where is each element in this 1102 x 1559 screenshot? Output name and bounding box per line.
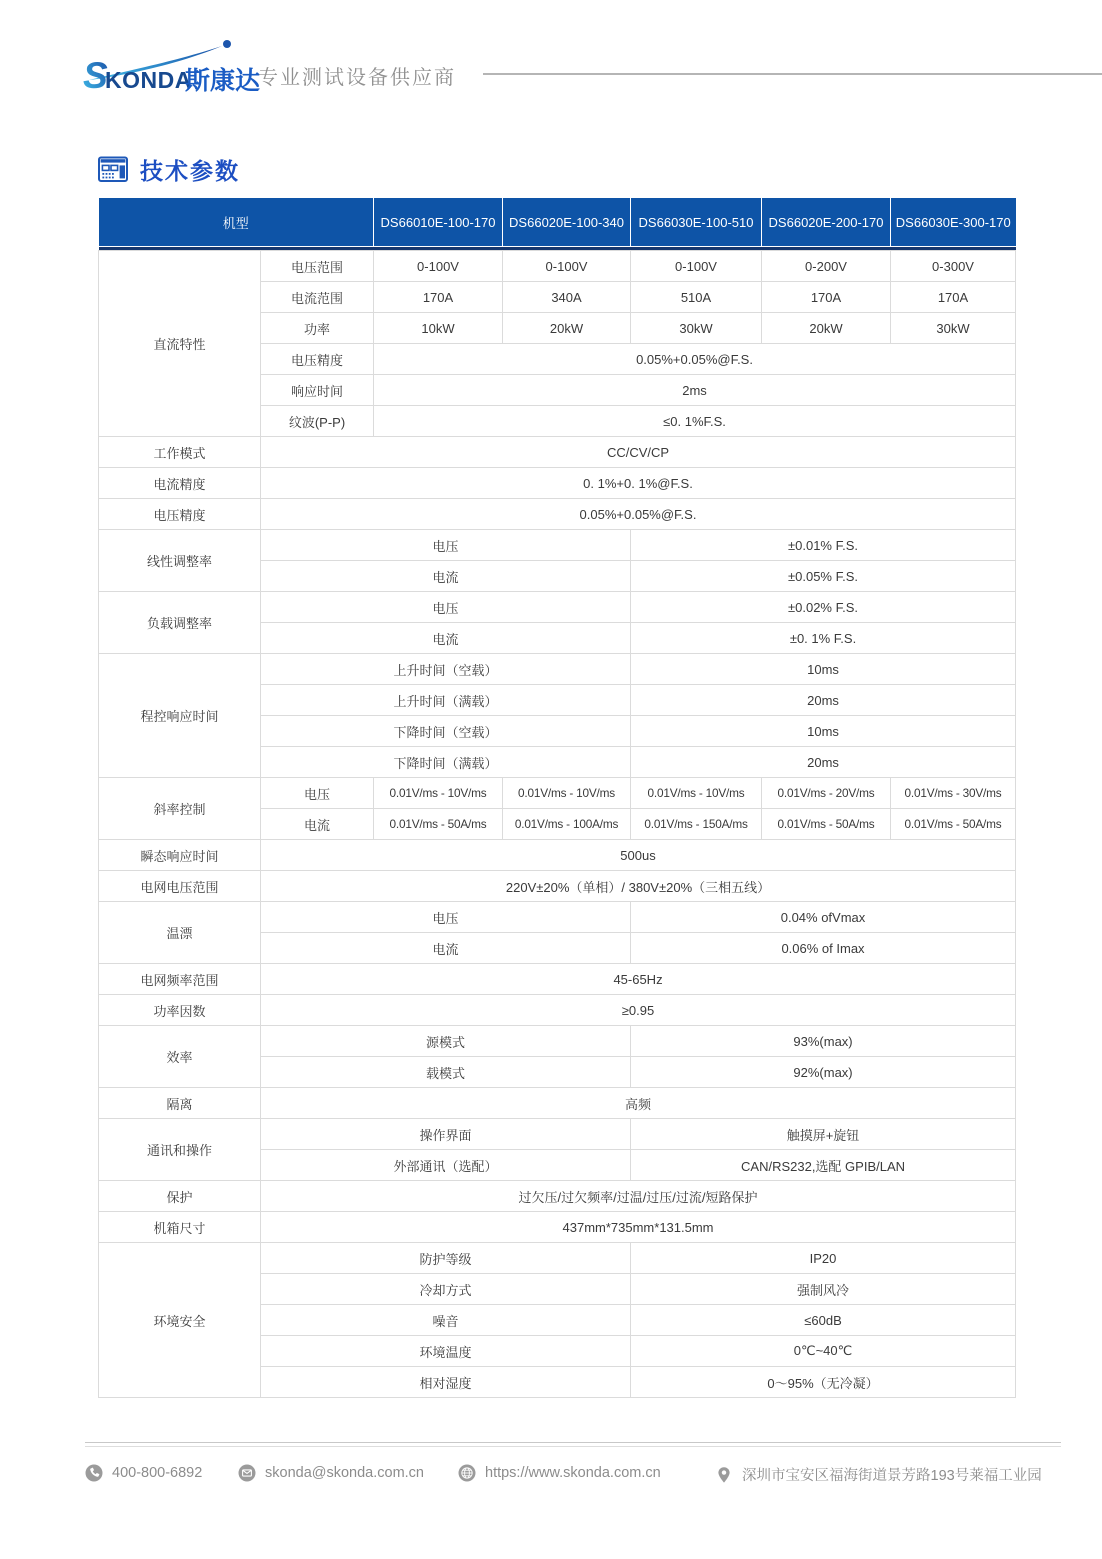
spec-value-cell: 0.05%+0.05%@F.S. [374,344,1016,375]
spec-value-cell: 0.01V/ms - 30V/ms [891,778,1016,809]
spec-label-cell: 电网电压范围 [99,871,261,902]
spec-label-cell: 温漂 [99,902,261,964]
spec-value-cell: 电流 [261,561,631,592]
spec-value-cell: 20kW [762,313,891,344]
spec-row [99,1119,1016,1150]
spec-value-cell: 0-100V [503,251,631,282]
logo-letter-s: S [83,55,108,94]
footer-address [715,1464,1042,1485]
spec-label-cell: 电流范围 [261,282,374,313]
footer-email-text[interactable]: skonda@skonda.com.cn [265,1465,424,1481]
spec-value-cell: ≥0.95 [261,995,1016,1026]
spec-value-cell: 下降时间（空载） [261,716,631,747]
spec-value-cell: 2ms [374,375,1016,406]
spec-value-cell: 170A [762,282,891,313]
spec-row [99,499,1016,530]
spec-label-cell: 瞬态响应时间 [99,840,261,871]
model-header-cell: DS66020E-100-340 [503,198,631,247]
model-header-cell: DS66030E-100-510 [631,198,762,247]
globe-icon [458,1464,476,1482]
spec-label-cell: 机箱尺寸 [99,1212,261,1243]
spec-value-cell: 30kW [891,313,1016,344]
spec-value-cell: 过欠压/过欠频率/过温/过压/过流/短路保护 [261,1181,1016,1212]
spec-value-cell: ±0.01% F.S. [631,530,1016,561]
spec-row [99,995,1016,1026]
spec-label-cell: 效率 [99,1026,261,1088]
spec-value-cell: 220V±20%（单相）/ 380V±20%（三相五线） [261,871,1016,902]
model-header-cell: DS66020E-200-170 [762,198,891,247]
spec-row [99,1026,1016,1057]
spec-value-cell: ±0.05% F.S. [631,561,1016,592]
email-icon [238,1464,256,1482]
spec-value-cell: 0-100V [631,251,762,282]
spec-value-cell: 30kW [631,313,762,344]
spec-value-cell: 0.01V/ms - 100A/ms [503,809,631,840]
spec-label-cell: 负载调整率 [99,592,261,654]
spec-value-cell: 340A [503,282,631,313]
logo-chinese-name: 斯康达 [185,67,261,94]
spec-label-cell: 斜率控制 [99,778,261,840]
spec-row [99,1243,1016,1274]
spec-value-cell: 冷却方式 [261,1274,631,1305]
spec-value-cell: 相对湿度 [261,1367,631,1398]
spec-value-cell: ±0. 1% F.S. [631,623,1016,654]
model-header-cell: DS66030E-300-170 [891,198,1016,247]
spec-label-cell: 电流 [261,809,374,840]
spec-value-cell: 0-300V [891,251,1016,282]
spec-value-cell: 0.01V/ms - 10V/ms [374,778,503,809]
spec-row [99,592,1016,623]
spec-value-cell: 外部通讯（选配） [261,1150,631,1181]
footer-phone-text: 400-800-6892 [112,1465,203,1481]
section-title: 技术参数 [140,158,240,184]
spec-row [99,871,1016,902]
spec-value-cell: 上升时间（满载） [261,685,631,716]
spec-value-cell: 170A [374,282,503,313]
spec-value-cell: 载模式 [261,1057,631,1088]
model-header-cell: DS66010E-100-170 [374,198,503,247]
spec-value-cell: 437mm*735mm*131.5mm [261,1212,1016,1243]
spec-row [99,840,1016,871]
spec-row [99,437,1016,468]
spec-value-cell: 源模式 [261,1026,631,1057]
spec-row [99,251,1016,282]
spec-value-cell: 0℃~40℃ [631,1336,1016,1367]
spec-value-cell: 500us [261,840,1016,871]
spec-label-cell: 电压精度 [99,499,261,530]
logo-dot [223,40,231,48]
spec-value-cell: 0.01V/ms - 10V/ms [631,778,762,809]
spec-label-cell: 功率 [261,313,374,344]
spec-value-cell: 0.06% of Imax [631,933,1016,964]
spec-value-cell: 10ms [631,716,1016,747]
spec-label-cell: 电网频率范围 [99,964,261,995]
spec-value-cell: 0-200V [762,251,891,282]
spec-value-cell: 电流 [261,933,631,964]
spec-value-cell: 上升时间（空载） [261,654,631,685]
spec-value-cell: 10ms [631,654,1016,685]
spec-label-cell: 隔离 [99,1088,261,1119]
spec-row [99,654,1016,685]
footer-email[interactable] [238,1464,424,1482]
spec-label-cell: 环境安全 [99,1243,261,1398]
spec-value-cell: 20ms [631,747,1016,778]
spec-value-cell: 45-65Hz [261,964,1016,995]
spec-value-cell: 环境温度 [261,1336,631,1367]
spec-label-cell: 功率因数 [99,995,261,1026]
spec-value-cell: 0.01V/ms - 50A/ms [891,809,1016,840]
spec-value-cell: 0.01V/ms - 50A/ms [762,809,891,840]
spec-label-cell: 线性调整率 [99,530,261,592]
spec-value-cell: 10kW [374,313,503,344]
section-header [98,153,240,186]
model-column-header: 机型 [99,198,374,247]
spec-value-cell: 电压范围 [261,251,374,282]
spec-value-cell: 0.05%+0.05%@F.S. [261,499,1016,530]
spec-value-cell: 防护等级 [261,1243,631,1274]
spec-value-cell: 电压 [261,778,374,809]
footer-divider-line [85,1442,1061,1447]
spec-label-cell: 电压精度 [261,344,374,375]
spec-label-cell: 纹波(P-P) [261,406,374,437]
spec-label-cell: 保护 [99,1181,261,1212]
spec-row [99,1181,1016,1212]
header-divider-line [483,73,1102,75]
spec-label-cell: 通讯和操作 [99,1119,261,1181]
spec-table [98,198,1016,1398]
spec-label-cell: 直流特性 [99,251,261,437]
spec-row [99,1088,1016,1119]
spec-value-cell: ≤60dB [631,1305,1016,1336]
spec-value-cell: 0.01V/ms - 150A/ms [631,809,762,840]
spec-label-cell: 响应时间 [261,375,374,406]
spec-value-cell: 92%(max) [631,1057,1016,1088]
spec-value-cell: 93%(max) [631,1026,1016,1057]
spec-row [99,1212,1016,1243]
spec-value-cell: 510A [631,282,762,313]
spec-value-cell: 电压 [261,530,631,561]
spec-value-cell: 0.04% ofVmax [631,902,1016,933]
spec-value-cell: 0.01V/ms - 50A/ms [374,809,503,840]
spec-value-cell: CC/CV/CP [261,437,1016,468]
spec-value-cell: 0.01V/ms - 20V/ms [762,778,891,809]
spec-value-cell: 0～95%（无冷凝） [631,1367,1016,1398]
spec-value-cell: 操作界面 [261,1119,631,1150]
spec-value-cell: 电流 [261,623,631,654]
skonda-logo [83,34,265,94]
spec-label-cell: 程控响应时间 [99,654,261,778]
footer-address-text: 深圳市宝安区福海街道景芳路193号莱福工业园 [742,1468,1042,1484]
spec-value-cell: 噪音 [261,1305,631,1336]
spec-value-cell: CAN/RS232,选配 GPIB/LAN [631,1150,1016,1181]
brand-tagline: 专业测试设备供应商 [258,67,456,89]
spec-value-cell: 20kW [503,313,631,344]
spec-table-container [98,198,1015,1398]
spec-value-cell: 触摸屏+旋钮 [631,1119,1016,1150]
spec-row [99,778,1016,809]
logo-letters-konda: KONDA [105,67,192,93]
spec-value-cell: 电压 [261,592,631,623]
spec-label-cell: 电流精度 [99,468,261,499]
spec-value-cell: 下降时间（满载） [261,747,631,778]
footer-website[interactable] [458,1464,661,1482]
spec-value-cell: ≤0. 1%F.S. [374,406,1016,437]
spec-row [99,468,1016,499]
spec-value-cell: ±0.02% F.S. [631,592,1016,623]
spec-row [99,964,1016,995]
spec-value-cell: 强制风冷 [631,1274,1016,1305]
spec-value-cell: 0.01V/ms - 10V/ms [503,778,631,809]
spec-value-cell: IP20 [631,1243,1016,1274]
spec-value-cell: 电压 [261,902,631,933]
spec-value-cell: 20ms [631,685,1016,716]
spec-label-cell: 工作模式 [99,437,261,468]
spec-row [99,530,1016,561]
spec-row [99,902,1016,933]
spec-value-cell: 0. 1%+0. 1%@F.S. [261,468,1016,499]
spec-value-cell: 高频 [261,1088,1016,1119]
footer-website-text[interactable]: https://www.skonda.com.cn [485,1465,661,1481]
footer-phone [85,1464,202,1482]
phone-icon [85,1464,103,1482]
spec-value-cell: 0-100V [374,251,503,282]
location-pin-icon [715,1466,733,1484]
spec-value-cell: 170A [891,282,1016,313]
instrument-icon [98,156,128,183]
